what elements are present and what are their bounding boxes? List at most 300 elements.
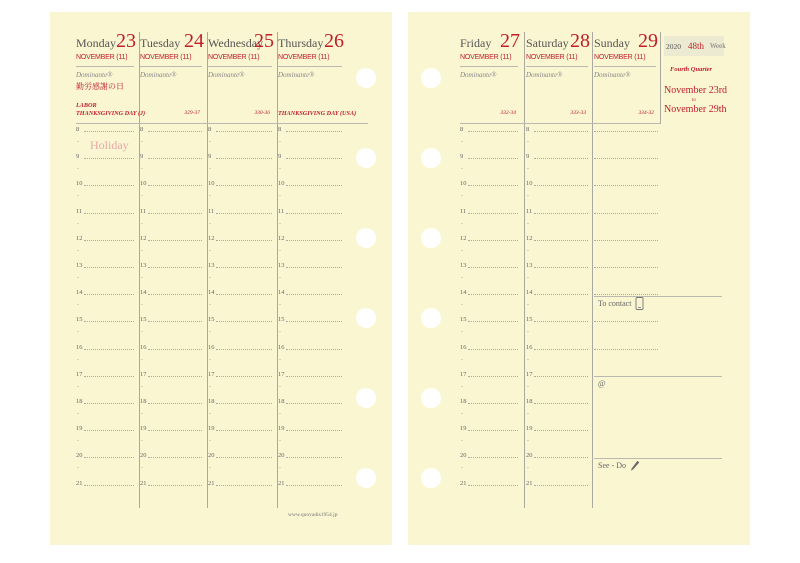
planner-page-right [408,12,750,545]
hour-line [286,158,342,159]
hour-line [286,376,342,377]
hour-line [148,349,202,350]
hour-line [84,349,134,350]
day-name: Thursday [278,36,324,50]
half-hour-mark: - [527,139,529,145]
day-number: 25 [254,30,274,52]
hour-label: 19 [208,425,215,433]
hour-label: 8 [140,126,144,133]
hour-label: 11 [460,207,467,215]
half-hour-mark: - [77,247,79,254]
hour-line [216,485,272,486]
hour-label: 21 [140,479,147,487]
hour-label: 11 [76,207,83,215]
hour-line [468,131,518,132]
day-count: 330-36 [254,110,270,116]
half-hour-mark: - [141,465,143,472]
month-label: NOVEMBER (11) [594,54,646,61]
half-hour-mark: - [77,139,79,145]
hour-label: 10 [526,180,533,188]
day-separator [207,32,208,508]
half-hour-mark: - [77,411,79,417]
half-hour-mark: - [527,411,529,417]
month-label: NOVEMBER (11) [460,54,512,61]
half-hour-mark: - [77,275,79,281]
half-hour-mark: - [141,356,143,363]
hour-label: 20 [140,452,147,460]
hour-label: 20 [278,452,285,460]
binder-hole [421,308,441,328]
section-divider [594,296,722,297]
hour-line [534,240,588,241]
month-label: NOVEMBER (11) [76,54,128,61]
dominante-label: Dominante® [76,71,113,79]
hour-label: 18 [76,398,83,405]
hour-label: 8 [76,126,80,133]
hour-line [84,457,134,458]
range-from: November 23rd [664,85,728,96]
hour-label: 13 [526,262,533,269]
sunday-line [594,349,658,350]
section-divider [594,458,722,459]
half-hour-mark: - [77,193,79,200]
hour-line [84,376,134,377]
hour-line [468,294,518,295]
hour-line [216,376,272,377]
range-to-word: to [692,98,696,103]
day-name: Monday [76,36,116,50]
half-hour-mark: - [527,438,529,445]
half-hour-mark: - [279,465,281,472]
hour-line [84,430,134,431]
hour-label: 17 [76,370,83,378]
half-hour-mark: - [527,275,529,281]
holiday-stamp: Holiday [90,138,129,152]
half-hour-mark: - [209,275,211,281]
half-hour-mark: - [279,383,281,390]
hour-label: 14 [208,289,215,297]
hour-label: 14 [460,289,467,297]
pencil-icon [630,460,640,472]
hour-line [84,267,134,268]
hour-label: 17 [208,370,215,378]
hour-line [148,267,202,268]
hour-label: 20 [76,452,83,460]
binder-hole [356,148,376,168]
hour-label: 9 [460,153,464,161]
week-word: Week [710,42,726,50]
hour-label: 19 [460,425,467,433]
hour-line [534,349,588,350]
hour-line [286,294,342,295]
hour-label: 10 [208,180,215,188]
hour-label: 12 [208,234,215,242]
hour-line [286,131,342,132]
hour-line [84,403,134,404]
day-name: Sunday [594,36,630,50]
hour-line [84,158,134,159]
hour-line [148,213,202,214]
hour-label: 12 [460,234,467,242]
half-hour-mark: - [141,166,143,173]
day-number: 26 [324,30,344,52]
dominante-label: Dominante® [140,71,177,79]
hour-label: 21 [278,479,285,487]
half-hour-mark: - [77,166,79,173]
half-hour-mark: - [77,220,79,227]
day-separator [524,32,525,508]
half-hour-mark: - [141,329,143,336]
hour-line [216,185,272,186]
day-count: 329-37 [184,110,200,116]
hour-label: 18 [460,398,467,405]
half-hour-mark: - [141,275,143,281]
hour-label: 15 [278,316,285,324]
at-label: @ [598,379,606,388]
hour-line [84,240,134,241]
half-hour-mark: - [527,220,529,227]
day-number: 29 [638,30,658,52]
hour-label: 15 [526,316,533,324]
half-hour-mark: - [461,193,463,200]
binder-hole [421,468,441,488]
hour-label: 9 [278,153,282,161]
hour-label: 17 [460,370,467,378]
hour-label: 17 [526,370,533,378]
half-hour-mark: - [461,139,463,145]
hour-line [84,294,134,295]
day-name: Saturday [526,36,569,50]
hour-label: 14 [76,289,83,297]
half-hour-mark: - [209,193,211,200]
hour-line [534,457,588,458]
hour-line [148,403,202,404]
hour-line [148,158,202,159]
half-hour-mark: - [461,356,463,363]
half-hour-mark: - [461,329,463,336]
hour-label: 15 [460,316,467,324]
hour-line [468,430,518,431]
hour-label: 13 [76,262,83,269]
hour-label: 15 [208,316,215,324]
half-hour-mark: - [527,329,529,336]
sunday-line [594,131,658,132]
hour-line [468,485,518,486]
hour-label: 12 [278,234,285,242]
to-contact-label: To contact [598,299,632,308]
hour-line [534,131,588,132]
day-separator [139,32,140,508]
hour-line [216,213,272,214]
half-hour-mark: - [461,438,463,445]
day-number: 27 [500,30,520,52]
hour-line [216,403,272,404]
half-hour-mark: - [527,166,529,173]
hour-line [534,185,588,186]
header-rule [140,66,202,67]
month-label: NOVEMBER (11) [208,54,260,61]
month-label: NOVEMBER (11) [278,54,330,61]
hour-label: 14 [278,289,285,297]
hour-label: 16 [526,343,533,351]
header-rule [594,66,656,67]
hour-label: 18 [208,398,215,405]
hour-line [468,321,518,322]
hour-line [84,131,134,132]
hour-line [84,321,134,322]
header-bottom-rule [460,123,660,124]
hour-line [148,240,202,241]
hour-line [286,267,342,268]
hour-line [534,430,588,431]
half-hour-mark: - [461,411,463,417]
hour-label: 12 [76,234,83,242]
hour-line [148,321,202,322]
hour-label: 11 [526,207,533,215]
see-do-label: See - Do [598,461,626,470]
hour-label: 10 [140,180,147,188]
half-hour-mark: - [77,329,79,336]
half-hour-mark: - [141,302,143,309]
planner-page-left [50,12,392,545]
hour-label: 19 [526,425,533,433]
sunday-line [594,185,658,186]
hour-label: 19 [76,425,83,433]
half-hour-mark: - [141,139,143,145]
hour-line [534,294,588,295]
hour-line [468,457,518,458]
hour-label: 9 [526,153,530,161]
hour-line [468,349,518,350]
half-hour-mark: - [461,465,463,472]
hour-line [84,185,134,186]
hour-label: 8 [278,126,282,133]
day-separator [660,32,661,124]
hour-label: 21 [460,479,467,487]
day-name: Wednesday [208,36,264,50]
hour-label: 12 [526,234,533,242]
hour-line [148,430,202,431]
sunday-line [594,321,658,322]
hour-line [216,240,272,241]
event-text: LABOR [76,102,97,109]
dominante-label: Dominante® [208,71,245,79]
binder-hole [356,388,376,408]
hour-label: 14 [140,289,147,297]
half-hour-mark: - [141,411,143,417]
half-hour-mark: - [527,383,529,390]
hour-label: 14 [526,289,533,297]
week-year: 2020 [666,42,681,51]
hour-label: 20 [460,452,467,460]
half-hour-mark: - [279,139,281,145]
hour-label: 10 [76,180,83,188]
half-hour-mark: - [279,193,281,200]
half-hour-mark: - [141,438,143,445]
hour-label: 9 [140,153,144,161]
half-hour-mark: - [279,329,281,336]
day-count: 332-34 [500,110,516,116]
hour-line [534,485,588,486]
hour-label: 10 [278,180,285,188]
half-hour-mark: - [209,465,211,472]
half-hour-mark: - [527,302,529,309]
month-label: NOVEMBER (11) [140,54,192,61]
day-count: 334-32 [638,110,654,116]
hour-label: 20 [208,452,215,460]
hour-line [534,376,588,377]
month-label: NOVEMBER (11) [526,54,578,61]
half-hour-mark: - [527,465,529,472]
hour-line [534,213,588,214]
half-hour-mark: - [209,438,211,445]
week-number: 48th [688,41,705,51]
hour-line [84,485,134,486]
hour-line [286,185,342,186]
sunday-line [594,267,658,268]
header-rule [76,66,134,67]
hour-line [216,349,272,350]
day-name: Tuesday [140,36,181,50]
hour-label: 8 [526,126,530,133]
binder-hole [421,148,441,168]
hour-label: 8 [460,126,464,133]
hour-label: 17 [278,370,285,378]
hour-line [216,457,272,458]
half-hour-mark: - [527,193,529,200]
hour-label: 10 [460,180,467,188]
hour-line [148,457,202,458]
half-hour-mark: - [77,465,79,472]
hour-line [148,185,202,186]
quarter-label: Fourth Quarter [670,66,713,73]
half-hour-mark: - [527,356,529,363]
hour-line [468,267,518,268]
footer-url: www.quovadis1954.jp [288,512,338,518]
binder-hole [421,68,441,88]
hour-label: 20 [526,452,533,460]
half-hour-mark: - [209,356,211,363]
hour-label: 8 [208,126,212,133]
half-hour-mark: - [77,438,79,445]
half-hour-mark: - [77,356,79,363]
dominante-label: Dominante® [594,71,631,79]
phone-icon [635,297,644,310]
sunday-line [594,213,658,214]
hour-line [286,430,342,431]
half-hour-mark: - [279,302,281,309]
hour-line [286,485,342,486]
day-number: 23 [116,30,136,52]
hour-label: 21 [208,479,215,487]
half-hour-mark: - [279,275,281,281]
hour-label: 19 [278,425,285,433]
half-hour-mark: - [209,411,211,417]
hour-label: 13 [140,262,147,269]
half-hour-mark: - [461,247,463,254]
hour-line [148,294,202,295]
half-hour-mark: - [461,166,463,173]
event-text: THANKSGIVING DAY (USA) [278,110,357,117]
half-hour-mark: - [141,247,143,254]
day-number: 28 [570,30,590,52]
half-hour-mark: - [209,166,211,173]
hour-label: 12 [140,234,147,242]
hour-line [286,321,342,322]
hour-line [286,213,342,214]
hour-line [216,131,272,132]
half-hour-mark: - [279,247,281,254]
hour-line [468,158,518,159]
half-hour-mark: - [209,329,211,336]
hour-label: 13 [208,262,215,269]
hour-label: 13 [278,262,285,269]
binder-hole [421,388,441,408]
hour-line [534,267,588,268]
half-hour-mark: - [209,220,211,227]
day-separator [277,32,278,508]
half-hour-mark: - [141,383,143,390]
header-rule [460,66,518,67]
half-hour-mark: - [141,193,143,200]
binder-hole [356,308,376,328]
half-hour-mark: - [461,383,463,390]
hour-label: 19 [140,425,147,433]
hour-label: 17 [140,370,147,378]
japanese-holiday: 勤労感謝の日 [76,82,124,91]
binder-hole [356,468,376,488]
hour-line [468,240,518,241]
hour-label: 15 [140,316,147,324]
hour-line [534,321,588,322]
hour-line [216,430,272,431]
half-hour-mark: - [141,220,143,227]
header-bottom-rule [76,123,368,124]
half-hour-mark: - [527,247,529,254]
event-text: THANKSGIVING DAY (J) [76,110,146,117]
hour-line [216,158,272,159]
hour-label: 11 [208,207,215,215]
dominante-label: Dominante® [526,71,563,79]
half-hour-mark: - [209,139,211,145]
sunday-line [594,240,658,241]
header-rule [278,66,342,67]
half-hour-mark: - [279,356,281,363]
day-separator [592,32,593,508]
hour-label: 16 [278,343,285,351]
hour-line [148,485,202,486]
half-hour-mark: - [209,383,211,390]
day-name: Friday [460,36,492,50]
hour-label: 18 [526,398,533,405]
half-hour-mark: - [279,166,281,173]
hour-line [468,213,518,214]
hour-label: 11 [140,207,147,215]
hour-line [286,403,342,404]
hour-line [216,267,272,268]
section-divider [594,376,722,377]
header-rule [526,66,588,67]
binder-hole [356,228,376,248]
hour-line [216,294,272,295]
hour-line [534,403,588,404]
half-hour-mark: - [461,302,463,309]
hour-line [286,457,342,458]
hour-line [286,240,342,241]
hour-line [534,158,588,159]
hour-line [148,376,202,377]
half-hour-mark: - [77,302,79,309]
